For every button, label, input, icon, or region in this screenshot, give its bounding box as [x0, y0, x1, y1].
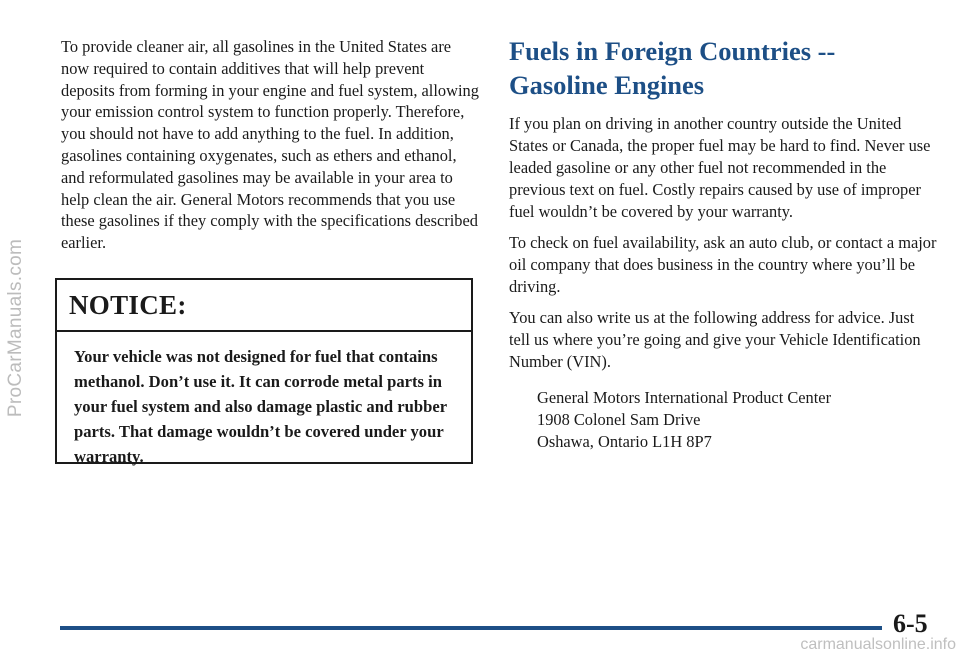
address-line: Oshawa, Ontario L1H 8P7	[537, 432, 712, 451]
paragraph-fuel-availability: To check on fuel availability, ask an auto club, or contact a major oil company that does business in the country where you’ll be driving.	[509, 233, 937, 296]
page-number: 6-5	[893, 609, 928, 638]
section-heading: Fuels in Foreign Countries -- Gasoline Engines	[509, 36, 836, 100]
footer-rule	[60, 626, 882, 630]
left-column	[61, 36, 481, 254]
right-column	[509, 34, 939, 453]
side-watermark-text: ProCarManuals.com	[5, 238, 26, 417]
intro-paragraph: To provide cleaner air, all gasolines in the United States are now required to contain additives that will help prevent deposits from forming in your engine and fuel system, allowing your emission control system to function properly. Therefore, you should not have to add anything to the fuel. In addition, gasolines containing oxygenates, such as ethers and ethanol, and reformulated gasolines may be available in your area to help clean the air. General Motors recommends that you use these gasolines if they comply with the specifications described earlier.	[61, 37, 479, 253]
address-line: 1908 Colonel Sam Drive	[537, 410, 701, 429]
address-line: General Motors International Product Center	[537, 388, 832, 407]
notice-box	[55, 278, 473, 464]
address-block	[537, 387, 939, 453]
paragraph-foreign-fuel: If you plan on driving in another country outside the United States or Canada, the proper fuel may be hard to find. Never use leaded gasoline or any other fuel not recommended in the previous text on fuel. Costly repairs caused by use of improper fuel wouldn’t be covered by your warranty.	[509, 114, 931, 221]
bottom-watermark: carmanualsonline.info	[800, 636, 956, 653]
side-watermark	[3, 0, 29, 655]
notice-body: Your vehicle was not designed for fuel that contains methanol. Don’t use it. It can corrode metal parts in your fuel system and also damage plastic and rubber parts. That damage wouldn’t be covered under your warranty.	[74, 347, 447, 466]
paragraph-write-us: You can also write us at the following address for advice. Just tell us where you’re going and give your Vehicle Identification Number (VIN).	[509, 308, 921, 371]
notice-title: NOTICE:	[57, 280, 471, 332]
